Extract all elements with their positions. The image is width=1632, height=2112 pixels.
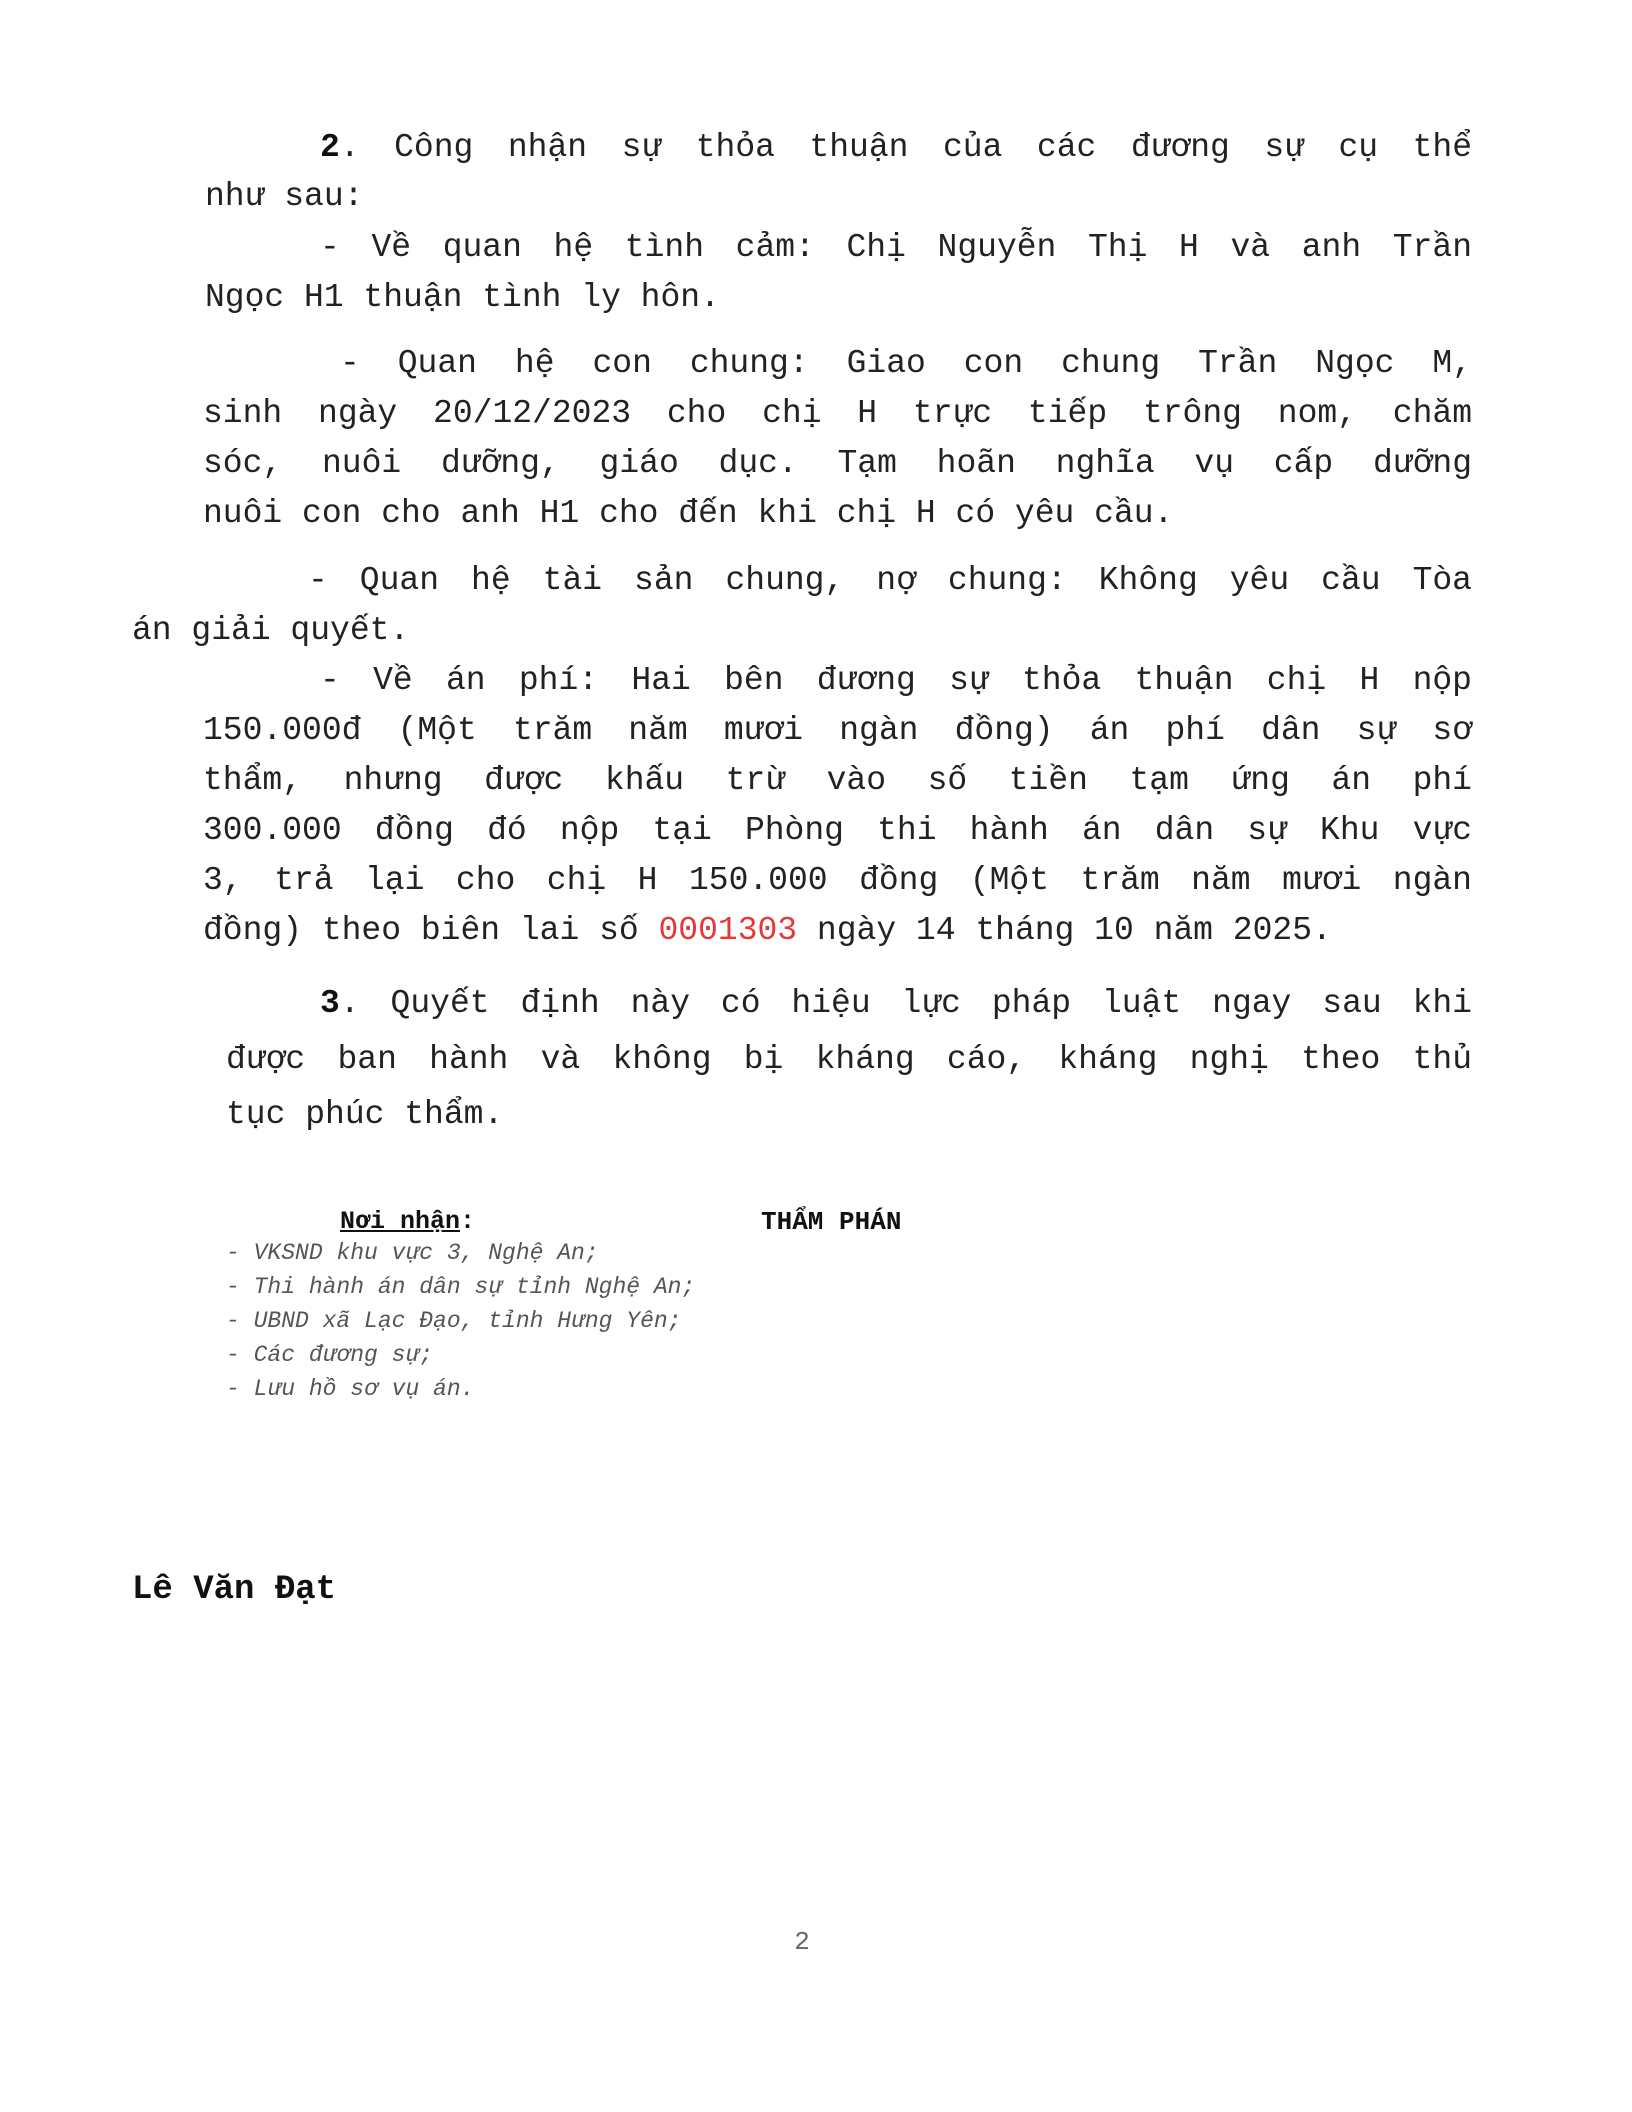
recipient-item: - Các đương sự; <box>226 1342 434 1368</box>
emotional-relation-line-2: Ngọc H1 thuận tình ly hôn. <box>205 279 720 316</box>
court-fee-line-5: 3, trả lại cho chị H 150.000 đồng (Một trăm năm mươi ngàn <box>203 862 1472 899</box>
paragraph-3-line-1 <box>320 984 1472 1024</box>
judge-title: THẨM PHÁN <box>761 1207 902 1237</box>
signer-name: Lê Văn Đạt <box>132 1571 337 1609</box>
page-number: 2 <box>794 1927 810 1957</box>
recipient-item: - Lưu hồ sơ vụ án. <box>226 1376 475 1402</box>
court-fee-line-6 <box>203 911 1332 951</box>
property-line-2: án giải quyết. <box>132 612 410 649</box>
court-fee-line-1: - Về án phí: Hai bên đương sự thỏa thuận chị H nộp <box>320 662 1472 699</box>
child-custody-line-4: nuôi con cho anh H1 cho đến khi chị H có yêu cầu. <box>203 495 1174 532</box>
recipients-title-label: Nơi nhận <box>340 1207 461 1236</box>
property-line-1: - Quan hệ tài sản chung, nợ chung: Không yêu cầu Tòa <box>308 562 1472 599</box>
paragraph-2-line-1 <box>320 128 1472 168</box>
court-fee-line-3: thẩm, nhưng được khấu trừ vào số tiền tạm ứng án phí <box>203 762 1472 799</box>
child-custody-line-1: - Quan hệ con chung: Giao con chung Trần Ngọc M, <box>340 345 1472 382</box>
court-fee-line-4: 300.000 đồng đó nộp tại Phòng thi hành án dân sự Khu vực <box>203 812 1472 849</box>
child-custody-line-2: sinh ngày 20/12/2023 cho chị H trực tiếp trông nom, chăm <box>203 395 1472 432</box>
recipients-title-colon: : <box>460 1207 476 1236</box>
paragraph-2-number: 2 <box>320 129 340 166</box>
paragraph-3-number: 3 <box>320 985 340 1022</box>
child-custody-line-3: sóc, nuôi dưỡng, giáo dục. Tạm hoãn nghĩa vụ cấp dưỡng <box>203 445 1472 482</box>
court-fee-line-2: 150.000đ (Một trăm năm mươi ngàn đồng) án phí dân sự sơ <box>203 712 1472 749</box>
recipient-item: - UBND xã Lạc Đạo, tỉnh Hưng Yên; <box>226 1308 682 1334</box>
recipient-item: - VKSND khu vực 3, Nghệ An; <box>226 1240 599 1266</box>
paragraph-3-line-3: tục phúc thẩm. <box>226 1096 504 1133</box>
paragraph-2-text: . Công nhận sự thỏa thuận của các đương sự cụ thể <box>339 129 1472 166</box>
recipient-item: - Thi hành án dân sự tỉnh Nghệ An; <box>226 1274 696 1300</box>
emotional-relation-line-1: - Về quan hệ tình cảm: Chị Nguyễn Thị H và anh Trần <box>320 229 1472 266</box>
recipients-title <box>340 1206 475 1238</box>
paragraph-3-text: . Quyết định này có hiệu lực pháp luật ngay sau khi <box>339 985 1472 1022</box>
paragraph-2-line-2: như sau: <box>205 178 364 215</box>
paragraph-3-line-2: được ban hành và không bị kháng cáo, kháng nghị theo thủ <box>226 1041 1472 1078</box>
court-fee-line-6-start: đồng) theo biên lai số <box>203 912 659 949</box>
court-fee-line-6-end: ngày 14 tháng 10 năm 2025. <box>797 912 1332 949</box>
receipt-number: 0001303 <box>658 912 798 949</box>
